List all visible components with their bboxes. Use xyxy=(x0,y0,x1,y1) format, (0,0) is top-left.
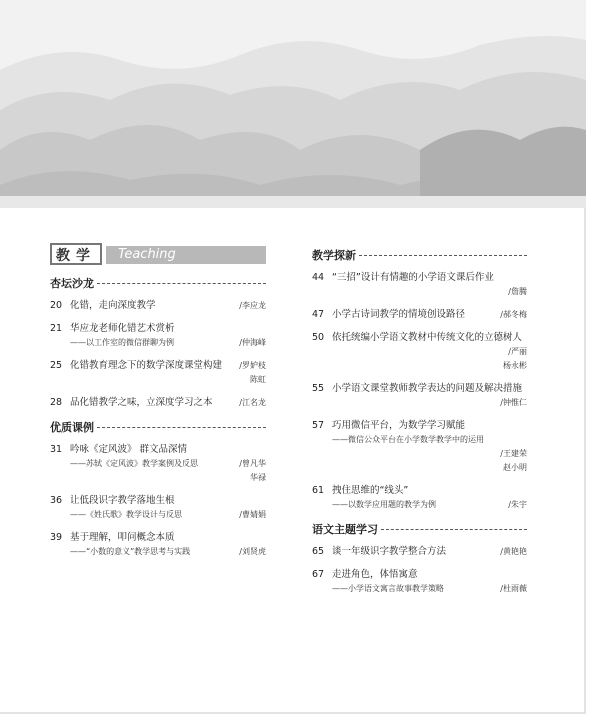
entry-title: 化错教育理念下的数学深度课堂构建 xyxy=(70,360,223,371)
entry-author: /罗妒枝 xyxy=(239,361,266,370)
entry-title: 华应龙老师化错艺术赏析 xyxy=(70,323,175,334)
toc-entry[interactable] xyxy=(312,271,527,299)
entry-title: 吟咏《定风波》 群文品深情 xyxy=(70,444,188,455)
entry-author-2: 杨永彬 xyxy=(503,361,527,370)
entry-subtitle: ——微信公众平台在小学数学教学中的运用 xyxy=(332,435,484,444)
toc-entry[interactable] xyxy=(312,419,527,475)
entry-author: /李应龙 xyxy=(239,301,266,310)
entry-author: /杜雨薇 xyxy=(500,584,527,593)
entry-subtitle: ——“小数的意义”教学思考与实践 xyxy=(70,547,191,556)
entry-title: 基于理解，叩问概念本质 xyxy=(70,532,175,543)
toc-entry[interactable] xyxy=(50,443,266,485)
toc-entry[interactable] xyxy=(50,396,266,410)
entry-title: 谈一年级识字教学整合方法 xyxy=(332,546,447,557)
page-number: 21 xyxy=(50,323,63,334)
entry-author: /严丽 xyxy=(508,347,527,356)
toc-entry[interactable] xyxy=(50,322,266,350)
section-title: 语文主题学习 xyxy=(312,521,527,537)
entry-title: 走进角色，体悟寓意 xyxy=(332,569,418,580)
section-title: 教学探新 xyxy=(312,247,527,263)
page-number: 65 xyxy=(312,546,325,557)
page-number: 67 xyxy=(312,569,325,580)
toc-entry[interactable] xyxy=(50,359,266,387)
mountain-banner xyxy=(0,0,586,208)
toc-entry[interactable] xyxy=(50,531,266,559)
mountain-illustration xyxy=(0,0,586,208)
entry-title: 小学语文课堂教师教学表达的问题及解决措施 xyxy=(332,383,523,394)
header-label: 教学 xyxy=(50,243,102,265)
entry-title: 拽住思维的“线头” xyxy=(332,485,409,496)
entry-author: /曹婧娟 xyxy=(239,510,266,519)
entry-author: /仲海峰 xyxy=(239,338,266,347)
toc-entry[interactable] xyxy=(50,494,266,522)
toc-entry[interactable] xyxy=(312,568,527,596)
right-column xyxy=(312,243,527,605)
toc-entry[interactable] xyxy=(312,308,527,322)
entry-subtitle: ——以数学应用题的教学为例 xyxy=(332,500,436,509)
toc-entry[interactable] xyxy=(312,331,527,373)
entry-author: /王建荣 xyxy=(500,449,527,458)
entry-author-2: 赵小明 xyxy=(503,463,527,472)
page-number: 61 xyxy=(312,485,325,496)
toc-entry[interactable] xyxy=(312,484,527,512)
entry-subtitle: ——小学语文寓言故事教学策略 xyxy=(332,584,444,593)
entry-title: 小学古诗词教学的情境创设路径 xyxy=(332,309,466,320)
header-english: Teaching xyxy=(118,247,176,262)
entry-author-2: 陈虹 xyxy=(250,375,266,384)
entry-subtitle: ——《姓氏歌》教学设计与反思 xyxy=(70,510,182,519)
entry-title: 化错，走向深度教学 xyxy=(70,300,156,311)
entry-author: /刘贤虎 xyxy=(239,547,266,556)
page-number: 39 xyxy=(50,532,63,543)
section-header xyxy=(50,243,266,267)
entry-author: /朱宇 xyxy=(508,500,527,509)
entry-author: /曾凡华 xyxy=(239,459,266,468)
toc-entry[interactable] xyxy=(312,545,527,559)
entry-author: /江名龙 xyxy=(239,398,266,407)
page-number: 57 xyxy=(312,420,325,431)
page-number: 31 xyxy=(50,444,63,455)
section-title: 杏坛沙龙 xyxy=(50,275,266,291)
toc-entry[interactable] xyxy=(312,382,527,410)
page-number: 44 xyxy=(312,272,325,283)
toc-entry[interactable] xyxy=(50,299,266,313)
entry-author: /黄艳艳 xyxy=(500,547,527,556)
page-number: 55 xyxy=(312,383,325,394)
page-number: 20 xyxy=(50,300,63,311)
entry-subtitle: ——以工作室的微信群聊为例 xyxy=(70,338,174,347)
entry-title: 巧用微信平台，为数学学习赋能 xyxy=(332,420,466,431)
page-number: 28 xyxy=(50,397,63,408)
entry-subtitle: ——苏轼《定风波》教学案例及反思 xyxy=(70,459,198,468)
page-number: 47 xyxy=(312,309,325,320)
page-number: 25 xyxy=(50,360,63,371)
entry-author: /詹腾 xyxy=(508,287,527,296)
left-column xyxy=(50,243,266,568)
section-title: 优质课例 xyxy=(50,419,266,435)
page-number: 36 xyxy=(50,495,63,506)
entry-author: /钟惟仁 xyxy=(500,398,527,407)
entry-author: /郝冬梅 xyxy=(500,310,527,319)
entry-title: 品化错教学之味，立深度学习之本 xyxy=(70,397,213,408)
entry-title: 依托统编小学语文教材中传统文化的立德树人 xyxy=(332,332,523,343)
page-number: 50 xyxy=(312,332,325,343)
entry-author-2: 华禄 xyxy=(250,473,266,482)
entry-title: 让低段识字教学落地生根 xyxy=(70,495,175,506)
entry-title: “三招”设计有情趣的小学语文课后作业 xyxy=(332,272,494,283)
